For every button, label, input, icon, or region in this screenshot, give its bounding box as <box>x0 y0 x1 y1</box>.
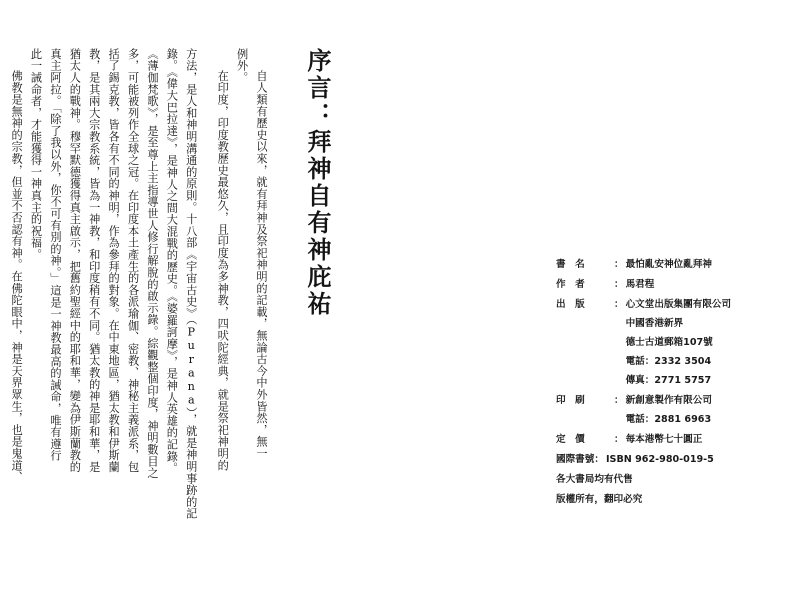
isbn-value: ISBN 962-980-019-5 <box>605 454 714 465</box>
price-value: 每本港幣七十圓正 <box>625 434 703 445</box>
publisher-phone: 電話：2332 3504 <box>625 356 712 367</box>
colophon-row-price <box>556 433 786 446</box>
colophon <box>556 258 786 513</box>
address-line: 德士古道郵箱107號 <box>625 337 713 348</box>
preface-column: 教，是其兩大宗教系統，皆為一神教，和印度稍有不同。猶太教的神是耶和華，是 <box>87 48 101 473</box>
preface-column: 《薄伽梵歌》，是至尊上主指導世人修行解脫的啟示錄。綜觀整個印度，神明數目之 <box>145 48 159 479</box>
preface-column: 真主阿拉。「除了我以外，你不可有別的神。」這是一神教最高的誡命，唯有遵行 <box>48 48 62 462</box>
publisher-value: 心文堂出版集團有限公司 <box>625 299 732 310</box>
address-line: 中國香港新界 <box>625 318 684 329</box>
colophon-label: 書 名 <box>556 259 585 270</box>
preface-column: 佛教是無神的宗教，但並不否認有神。在佛陀眼中，神是天界眾生，也是鬼道、 <box>10 70 24 483</box>
preface-column: 在印度，印度教歷史最悠久，且印度為多神教，四吠陀經典，就是祭祀神明的 <box>216 70 230 472</box>
preface-column: 自人類有歷史以來，就有拜神及祭祀神明的記載，無論古今中外皆然，無一 <box>255 70 268 460</box>
preface-column: 此一誡命者，才能獲得一神真主的祝福。 <box>29 48 43 261</box>
preface-column: 錄。《偉大巴拉達》，是神人之間大混戰的歷史。《婆羅訶摩》，是神人英雄的記錄。 <box>165 48 179 474</box>
colophon-row-printer <box>556 394 786 426</box>
book-title-value: 最怕亂安神位亂拜神 <box>625 259 712 270</box>
preface-column: 多，可能被列作全球之冠。在印度本土產生的各派瑜伽、密教、神秘主義派系，包 <box>126 48 140 473</box>
colon: ： <box>594 454 604 465</box>
preface-text <box>0 48 333 558</box>
agents-note: 各大書局均有代售 <box>556 474 633 485</box>
colophon-label: 印 刷 <box>556 395 585 406</box>
colophon-row-publisher <box>556 298 786 387</box>
colon: ： <box>614 434 624 445</box>
publisher-fax: 傳真：2771 5757 <box>625 375 712 386</box>
preface-column: 括了錫克教，皆各有不同的神明，作為參拜的對象。在中東地區，猶太教和伊斯蘭 <box>107 48 121 473</box>
preface-column: 例外。 <box>235 48 249 84</box>
author-value: 馬君程 <box>625 279 655 290</box>
colon: ： <box>614 259 624 270</box>
publisher-block <box>626 298 732 387</box>
colon: ： <box>614 395 624 406</box>
colon: ： <box>614 279 624 290</box>
printer-phone: 電話：2881 6963 <box>625 414 712 425</box>
colophon-label: 作 者 <box>556 279 585 290</box>
rights-note: 版權所有，翻印必究 <box>556 494 643 505</box>
printer-value: 新創意製作有限公司 <box>625 395 712 406</box>
colophon-label: 定 價 <box>556 434 585 445</box>
colophon-row-isbn <box>556 453 786 466</box>
preface-column: 方法，是人和神明溝通的原則。十八部《宇宙古史》（Purana），就是神明事跡的記 <box>184 48 198 520</box>
printer-block <box>626 394 712 426</box>
preface-column: 猶太人的戰神。穆罕默德獲得真主啟示，把舊約聖經中的耶和華，變為伊斯蘭教的 <box>68 48 82 473</box>
colophon-row-author <box>556 278 786 291</box>
colon: ： <box>614 299 624 310</box>
colophon-label: 出 版 <box>556 299 585 310</box>
preface-title: 序言：拜神自有神庇祐 <box>303 48 332 318</box>
colophon-row-title <box>556 258 786 271</box>
colophon-label: 國際書號 <box>556 454 595 465</box>
